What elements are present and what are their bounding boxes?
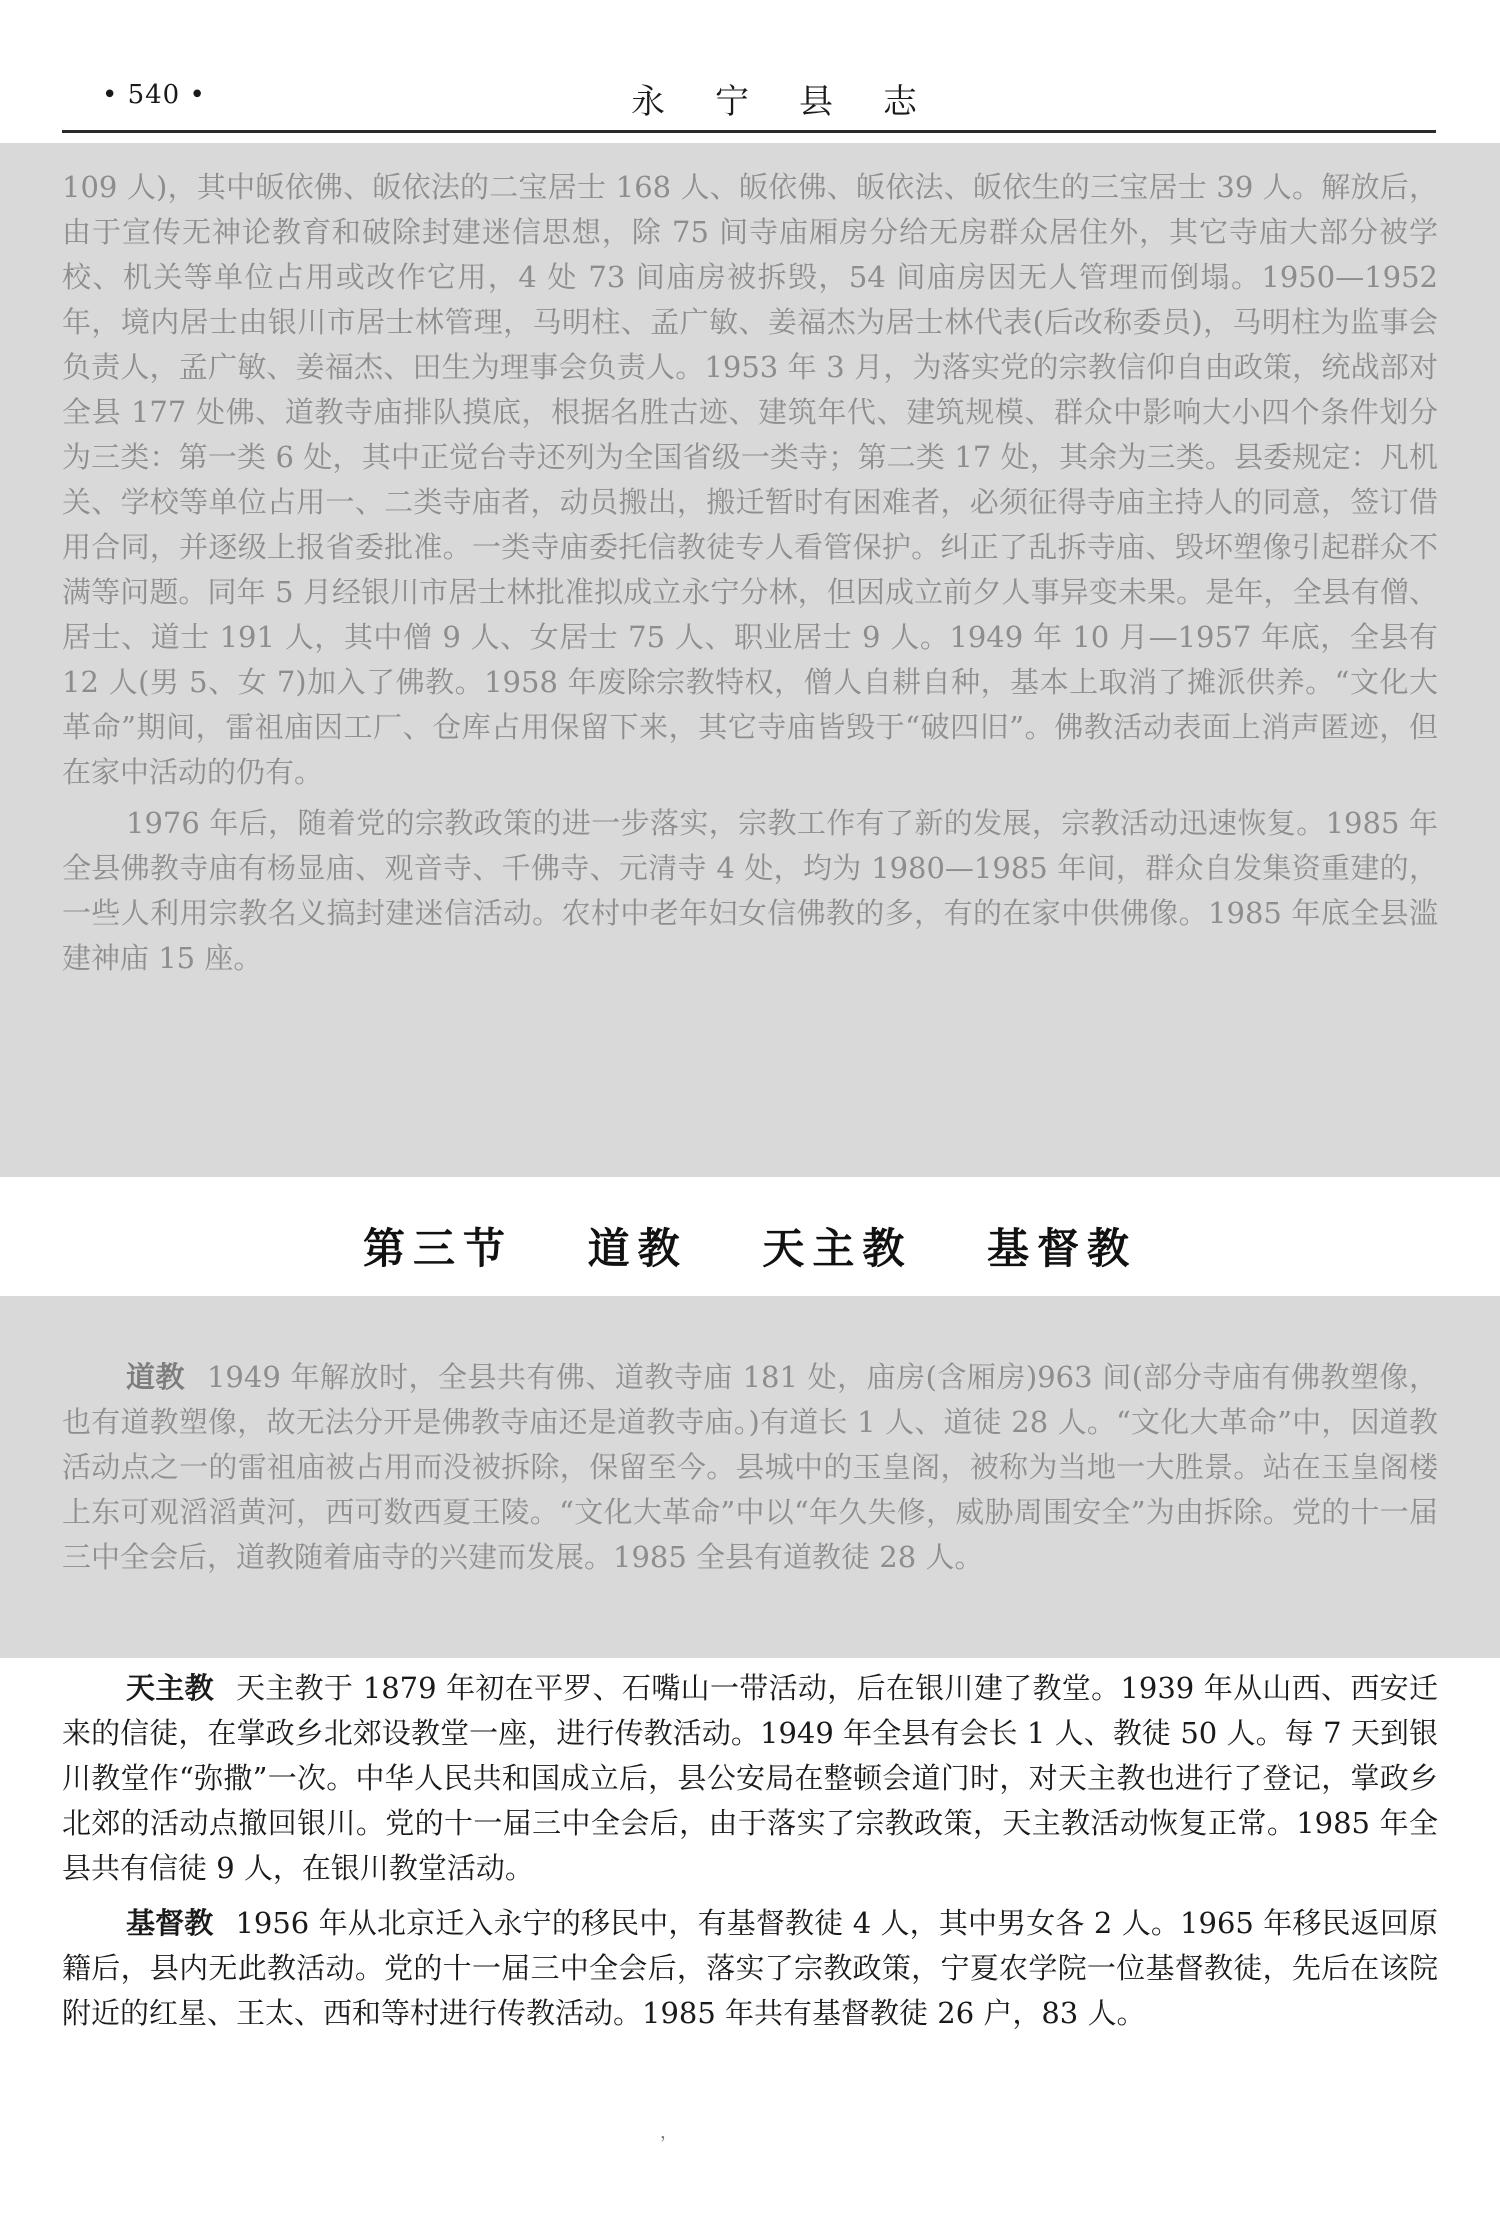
- catholicism-paragraph: [62, 1666, 1438, 1891]
- protestantism-text: 1956 年从北京迁入永宁的移民中，有基督教徒 4 人，其中男女各 2 人。1965 年移民返回原籍后，县内无此教活动。党的十一届三中全会后，落实了宗教政策，宁夏农学院一位基督教徒，先后在该院附近的红星、王太、西和等村进行传教活动。1985 年共有基督教徒 26 户，83 人。: [62, 1906, 1438, 2030]
- section-topic-catholicism: 天主教: [762, 1224, 913, 1273]
- taoism-section: [62, 1355, 1438, 1580]
- stray-mark: ，: [660, 2122, 678, 2143]
- book-title: 永宁县志: [631, 82, 967, 122]
- taoism-paragraph: [62, 1355, 1438, 1580]
- section-topic-taoism: 道教: [587, 1224, 688, 1273]
- protestantism-paragraph: [62, 1901, 1438, 2036]
- protestantism-lead: 基督教: [126, 1906, 214, 1940]
- taoism-lead: 道教: [126, 1360, 185, 1394]
- catholicism-lead: 天主教: [126, 1671, 214, 1705]
- buddhism-paragraph-1: 109 人)，其中皈依佛、皈依法的二宝居士 168 人、皈依佛、皈依法、皈依生的三宝居士 39 人。解放后，由于宣传无神论教育和破除封建迷信思想，除 75 间寺庙厢房分给无房群众居住外，其它寺庙大部分被学校、机关等单位占用或改作它用，4 处 73 间庙房被拆毁，54 间庙房因无人管理而倒塌。1950—1952 年，境内居士由银川市居士林管理，马明柱、孟广敏、姜福杰为居士林代表(后改称委员)，马明柱为监事会负责人，孟广敏、姜福杰、田生为理事会负责人。1953 年 3 月，为落实党的宗教信仰自由政策，统战部对全县 177 处佛、道教寺庙排队摸底，根据名胜古迹、建筑年代、建筑规模、群众中影响大小四个条件划分为三类：第一类 6 处，其中正觉台寺还列为全国省级一类寺；第二类 17 处，其余为三类。县委规定：凡机关、学校等单位占用一、二类寺庙者，动员搬出，搬迁暂时有困难者，必须征得寺庙主持人的同意，签订借用合同，并逐级上报省委批准。一类寺庙委托信教徒专人看管保护。纠正了乱拆寺庙、毁坏塑像引起群众不满等问题。同年 5 月经银川市居士林批准拟成立永宁分林，但因成立前夕人事异变未果。是年，全县有僧、居士、道士 191 人，其中僧 9 人、女居士 75 人、职业居士 9 人。1949 年 10 月—1957 年底，全县有 12 人(男 5、女 7)加入了佛教。1958 年废除宗教特权，僧人自耕自种，基本上取消了摊派供养。“文化大革命”期间，雷祖庙因工厂、仓库占用保留下来，其它寺庙皆毁于“破四旧”。佛教活动表面上消声匿迹，但在家中活动的仍有。: [62, 170, 1438, 789]
- section-topic-protestantism: 基督教: [986, 1224, 1137, 1273]
- buddhism-paragraph-2: 1976 年后，随着党的宗教政策的进一步落实，宗教工作有了新的发展，宗教活动迅速恢复。1985 年全县佛教寺庙有杨显庙、观音寺、千佛寺、元清寺 4 处，均为 1980—1985 年间，群众自发集资重建的，一些人利用宗教名义搞封建迷信活动。农村中老年妇女信佛教的多，有的在家中供佛像。1985 年底全县滥建神庙 15 座。: [62, 806, 1438, 975]
- section-number: 第三节: [363, 1224, 514, 1273]
- buddhism-continuation: [62, 165, 1438, 981]
- page-header: [62, 70, 1436, 133]
- page-number: • 540 •: [102, 80, 206, 110]
- section-heading: [0, 1216, 1500, 1276]
- christian-sections: [62, 1666, 1438, 2036]
- catholicism-text: 天主教于 1879 年初在平罗、石嘴山一带活动，后在银川建了教堂。1939 年从山西、西安迁来的信徒，在掌政乡北郊设教堂一座，进行传教活动。1949 年全县有会长 1 人、教徒 50 人。每 7 天到银川教堂作“弥撒”一次。中华人民共和国成立后，县公安局在整顿会道门时，对天主教也进行了登记，掌政乡北郊的活动点撤回银川。党的十一届三中全会后，由于落实了宗教政策，天主教活动恢复正常。1985 年全县共有信徒 9 人，在银川教堂活动。: [62, 1671, 1438, 1885]
- taoism-text: 1949 年解放时，全县共有佛、道教寺庙 181 处，庙房(含厢房)963 间(部分寺庙有佛教塑像，也有道教塑像，故无法分开是佛教寺庙还是道教寺庙。)有道长 1 人、道徒 28 人。“文化大革命”中，因道教活动点之一的雷祖庙被占用而没被拆除，保留至今。县城中的玉皇阁，被称为当地一大胜景。站在玉皇阁楼上东可观滔滔黄河，西可数西夏王陵。“文化大革命”中以“年久失修，威胁周围安全”为由拆除。党的十一届三中全会后，道教随着庙寺的兴建而发展。1985 全县有道教徒 28 人。: [62, 1360, 1438, 1574]
